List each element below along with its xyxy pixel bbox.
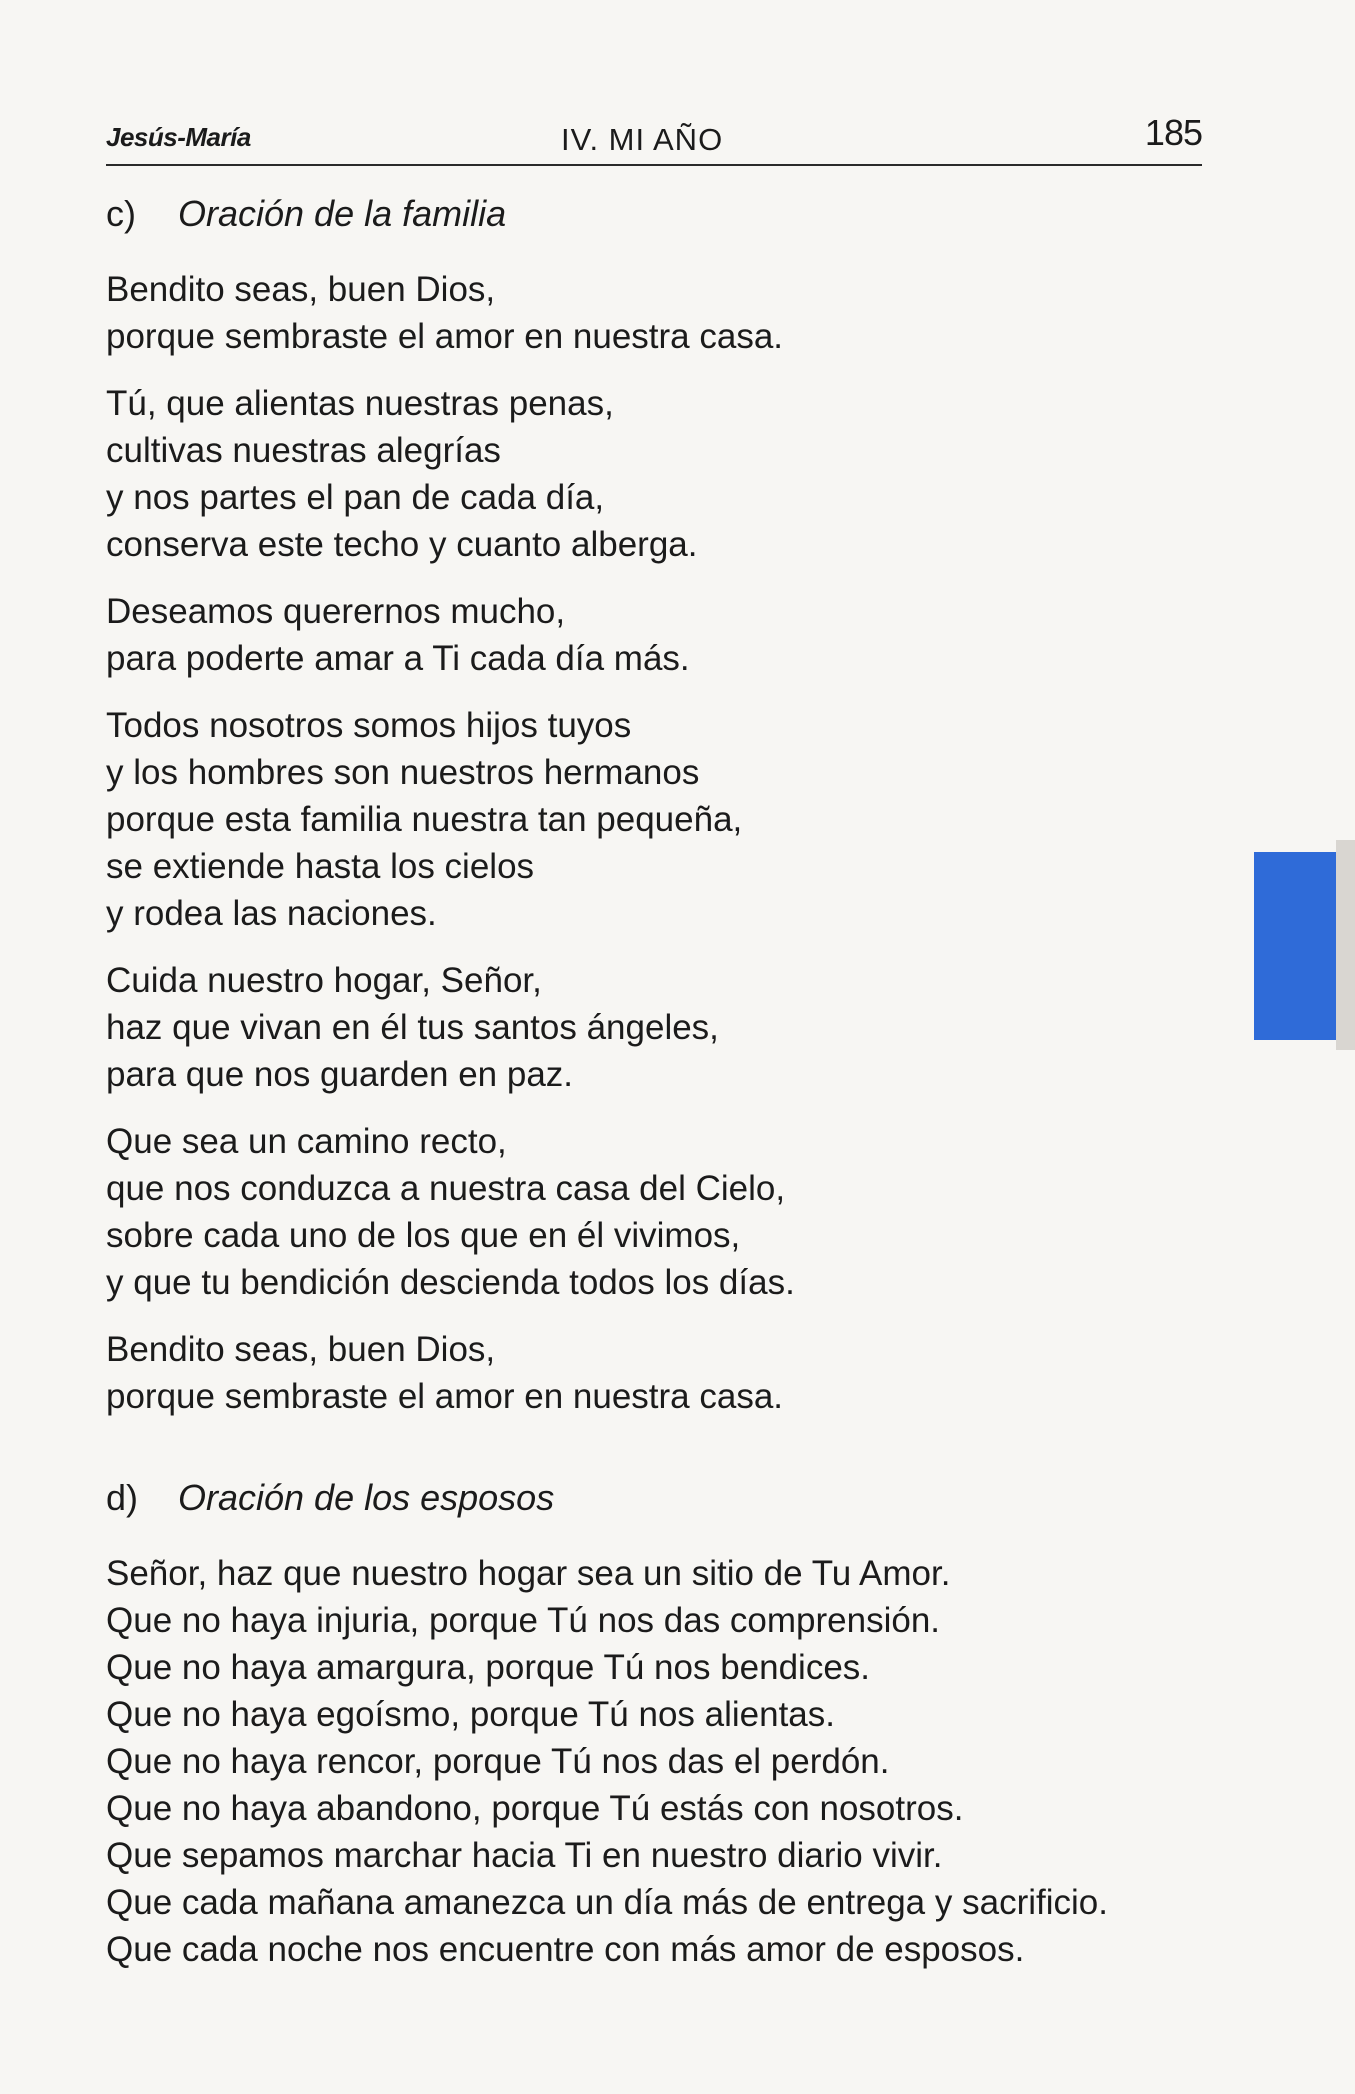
verse-line: porque esta familia nuestra tan pequeña,: [106, 800, 743, 839]
verse-line: sobre cada uno de los que en él vivimos,: [106, 1216, 741, 1255]
verse-line: y rodea las naciones.: [106, 894, 437, 933]
verse-line: Deseamos querernos mucho,: [106, 592, 566, 631]
verse-line: conserva este techo y cuanto alberga.: [106, 525, 698, 564]
section-letter: d): [106, 1477, 139, 1518]
stanza: [106, 380, 1266, 568]
page-body: [106, 192, 1266, 1993]
stanza: [106, 588, 1266, 682]
verse-line: Que no haya injuria, porque Tú nos das comprensión.: [106, 1601, 941, 1640]
verse-line: se extiende hasta los cielos: [106, 847, 535, 886]
verse-line: Señor, haz que nuestro hogar sea un sitio de Tu Amor.: [106, 1554, 951, 1593]
thumb-index-tab: [1254, 852, 1336, 1040]
verse-line: Bendito seas, buen Dios,: [106, 1330, 496, 1369]
verse-line: porque sembraste el amor en nuestra casa.: [106, 317, 784, 356]
stanza: [106, 266, 1266, 360]
verse-line: que nos conduzca a nuestra casa del Cielo,: [106, 1169, 786, 1208]
verse-line: y que tu bendición descienda todos los días.: [106, 1263, 795, 1302]
section-title: Oración de la familia: [178, 193, 507, 234]
section-heading: [106, 1476, 1266, 1520]
stanza: [106, 702, 1266, 937]
verse-line: Bendito seas, buen Dios,: [106, 270, 496, 309]
stanza: [106, 1550, 1266, 1973]
verse-line: Todos nosotros somos hijos tuyos: [106, 706, 632, 745]
prayer-section: [106, 192, 1266, 1420]
section-heading: [106, 192, 1266, 236]
verse-line: y los hombres son nuestros hermanos: [106, 753, 700, 792]
verse-line: Que sea un camino recto,: [106, 1122, 507, 1161]
verse-line: haz que vivan en él tus santos ángeles,: [106, 1008, 719, 1047]
section-title: Oración de los esposos: [178, 1477, 555, 1518]
stanza: [106, 1118, 1266, 1306]
running-head: Jesús-María: [106, 122, 251, 152]
verse-line: Que no haya rencor, porque Tú nos das el perdón.: [106, 1742, 890, 1781]
verse-line: Que no haya egoísmo, porque Tú nos alientas.: [106, 1695, 836, 1734]
verse-line: Tú, que alientas nuestras penas,: [106, 384, 614, 423]
verse-line: para poderte amar a Ti cada día más.: [106, 639, 690, 678]
page-header: [106, 112, 1202, 166]
page-number: 185: [1144, 112, 1202, 153]
verse-line: Que cada mañana amanezca un día más de entrega y sacrificio.: [106, 1883, 1108, 1922]
prayer-section: [106, 1476, 1266, 1973]
verse-line: Que sepamos marchar hacia Ti en nuestro diario vivir.: [106, 1836, 943, 1875]
verse-line: Que no haya amargura, porque Tú nos bendices.: [106, 1648, 871, 1687]
verse-line: y nos partes el pan de cada día,: [106, 478, 605, 517]
verse-line: porque sembraste el amor en nuestra casa.: [106, 1377, 784, 1416]
section-head: IV. MI AÑO: [561, 122, 724, 157]
verse-line: para que nos guarden en paz.: [106, 1055, 574, 1094]
verse-line: Que cada noche nos encuentre con más amor de esposos.: [106, 1930, 1025, 1969]
stanza: [106, 957, 1266, 1098]
verse-line: cultivas nuestras alegrías: [106, 431, 501, 470]
page-edge-shadow: [1336, 840, 1355, 1050]
verse-line: Cuida nuestro hogar, Señor,: [106, 961, 542, 1000]
stanza: [106, 1326, 1266, 1420]
verse-line: Que no haya abandono, porque Tú estás con nosotros.: [106, 1789, 964, 1828]
section-letter: c): [106, 193, 136, 234]
